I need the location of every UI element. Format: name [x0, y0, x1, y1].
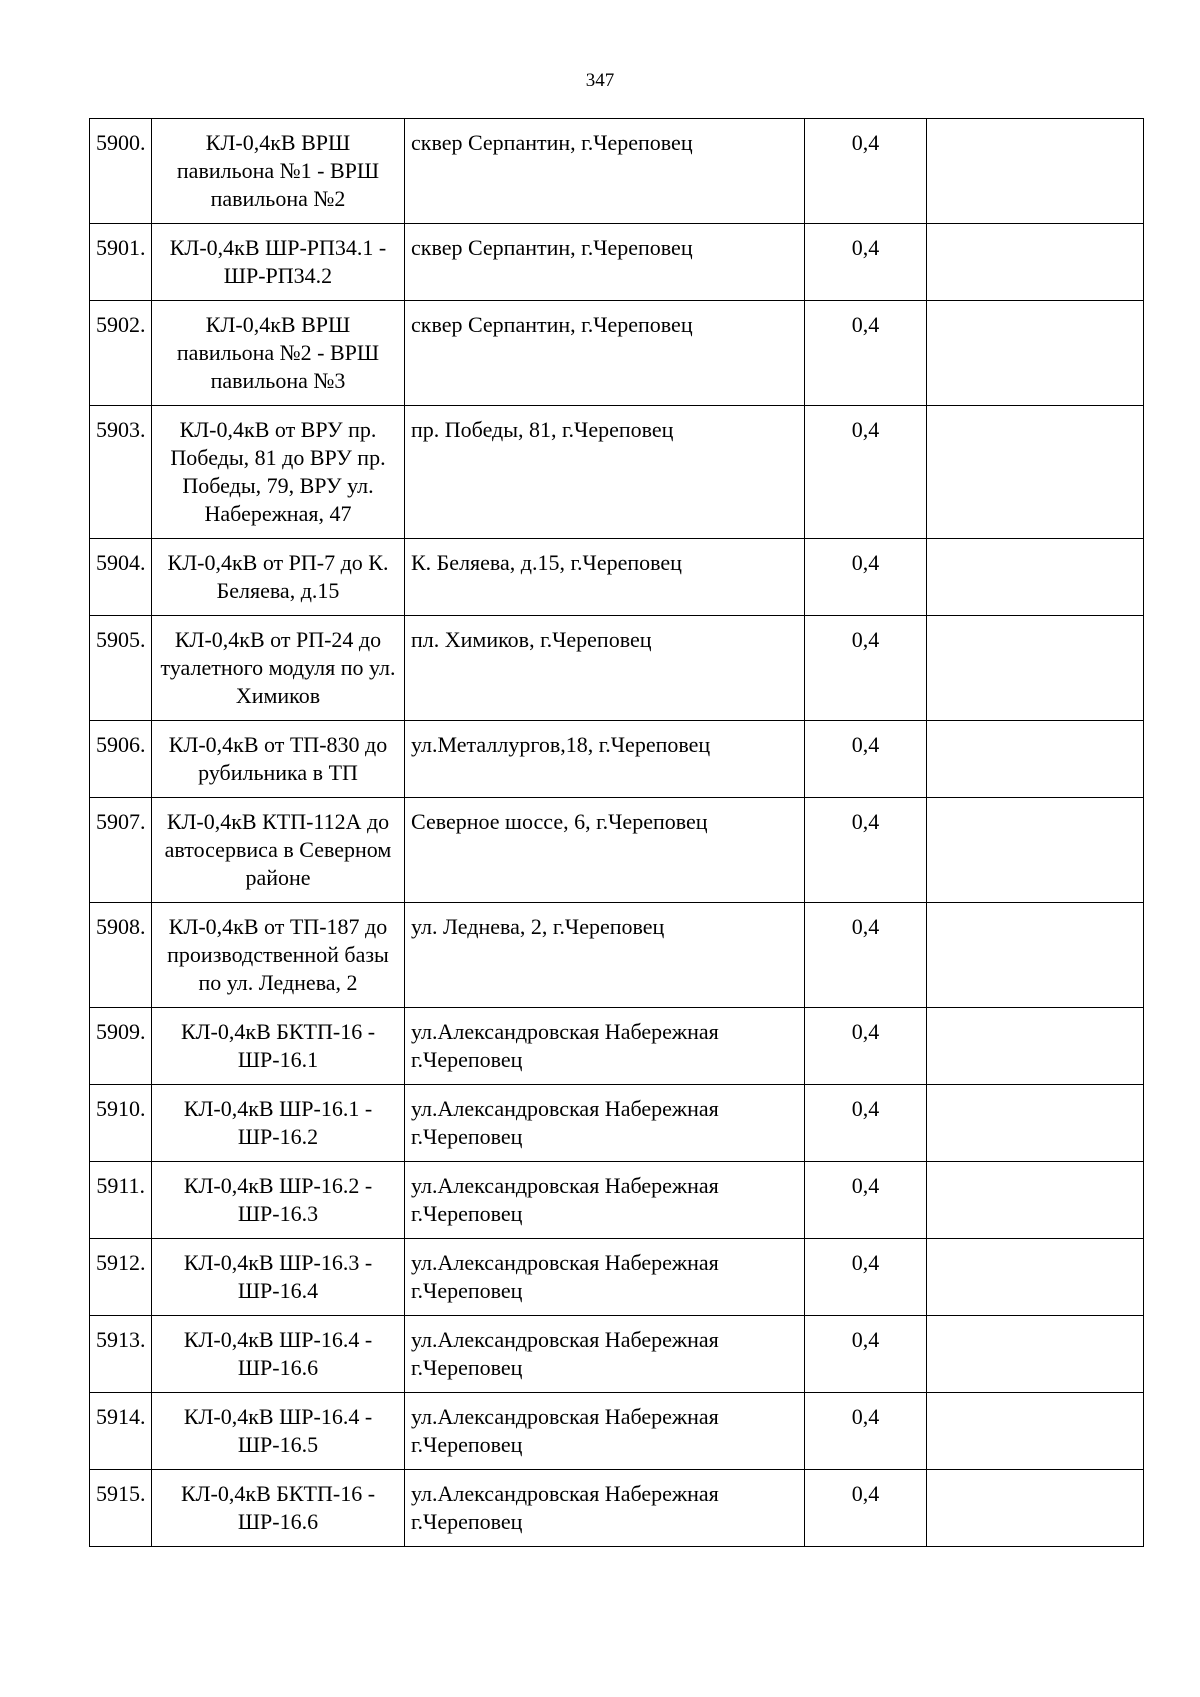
table-row [90, 119, 1144, 224]
line-voltage: 0,4 [805, 1393, 927, 1470]
table-row [90, 616, 1144, 721]
line-address: ул.Александровская Набережная г.Череповец [405, 1393, 805, 1470]
line-voltage: 0,4 [805, 1162, 927, 1239]
empty-cell [927, 406, 1144, 539]
line-name: КЛ-0,4кВ от ТП-187 до производственной базы по ул. Леднева, 2 [152, 903, 405, 1008]
empty-cell [927, 1162, 1144, 1239]
empty-cell [927, 1085, 1144, 1162]
empty-cell [927, 1393, 1144, 1470]
line-voltage: 0,4 [805, 1470, 927, 1547]
row-number: 5900. [90, 119, 152, 224]
row-number: 5911. [90, 1162, 152, 1239]
line-name: КЛ-0,4кВ от РП-24 до туалетного модуля по ул. Химиков [152, 616, 405, 721]
row-number: 5904. [90, 539, 152, 616]
row-number: 5903. [90, 406, 152, 539]
row-number: 5909. [90, 1008, 152, 1085]
empty-cell [927, 903, 1144, 1008]
empty-cell [927, 1316, 1144, 1393]
row-number: 5910. [90, 1085, 152, 1162]
row-number: 5906. [90, 721, 152, 798]
table-row [90, 1085, 1144, 1162]
line-name: КЛ-0,4кВ КТП-112А до автосервиса в Северном районе [152, 798, 405, 903]
line-voltage: 0,4 [805, 301, 927, 406]
empty-cell [927, 1239, 1144, 1316]
table-row [90, 224, 1144, 301]
line-name: КЛ-0,4кВ ВРШ павильона №2 - ВРШ павильона №3 [152, 301, 405, 406]
table-row [90, 539, 1144, 616]
table-row [90, 1239, 1144, 1316]
empty-cell [927, 616, 1144, 721]
line-voltage: 0,4 [805, 1008, 927, 1085]
line-name: КЛ-0,4кВ от РП-7 до К. Беляева, д.15 [152, 539, 405, 616]
line-voltage: 0,4 [805, 721, 927, 798]
table-row [90, 1008, 1144, 1085]
table-row [90, 406, 1144, 539]
line-address: ул.Александровская Набережная г.Череповец [405, 1162, 805, 1239]
empty-cell [927, 1470, 1144, 1547]
line-voltage: 0,4 [805, 903, 927, 1008]
empty-cell [927, 1008, 1144, 1085]
row-number: 5915. [90, 1470, 152, 1547]
line-address: ул.Александровская Набережная г.Череповец [405, 1085, 805, 1162]
row-number: 5914. [90, 1393, 152, 1470]
table-row [90, 1393, 1144, 1470]
table-row [90, 1316, 1144, 1393]
line-name: КЛ-0,4кВ ШР-16.2 - ШР-16.3 [152, 1162, 405, 1239]
line-voltage: 0,4 [805, 616, 927, 721]
line-name: КЛ-0,4кВ ШР-16.4 - ШР-16.5 [152, 1393, 405, 1470]
row-number: 5902. [90, 301, 152, 406]
row-number: 5913. [90, 1316, 152, 1393]
empty-cell [927, 721, 1144, 798]
line-address: сквер Серпантин, г.Череповец [405, 119, 805, 224]
table-body [90, 119, 1144, 1547]
empty-cell [927, 224, 1144, 301]
empty-cell [927, 119, 1144, 224]
line-address: ул.Александровская Набережная г.Череповец [405, 1239, 805, 1316]
empty-cell [927, 539, 1144, 616]
line-name: КЛ-0,4кВ ШР-16.4 - ШР-16.6 [152, 1316, 405, 1393]
line-name: КЛ-0,4кВ ВРШ павильона №1 - ВРШ павильона №2 [152, 119, 405, 224]
line-address: ул.Александровская Набережная г.Череповец [405, 1470, 805, 1547]
line-address: ул.Металлургов,18, г.Череповец [405, 721, 805, 798]
table-row [90, 903, 1144, 1008]
cable-lines-table [89, 118, 1144, 1547]
line-name: КЛ-0,4кВ ШР-16.1 - ШР-16.2 [152, 1085, 405, 1162]
line-voltage: 0,4 [805, 406, 927, 539]
line-voltage: 0,4 [805, 539, 927, 616]
line-voltage: 0,4 [805, 1085, 927, 1162]
row-number: 5912. [90, 1239, 152, 1316]
line-address: К. Беляева, д.15, г.Череповец [405, 539, 805, 616]
line-voltage: 0,4 [805, 1239, 927, 1316]
empty-cell [927, 301, 1144, 406]
line-voltage: 0,4 [805, 798, 927, 903]
line-address: ул. Леднева, 2, г.Череповец [405, 903, 805, 1008]
row-number: 5907. [90, 798, 152, 903]
line-voltage: 0,4 [805, 1316, 927, 1393]
line-name: КЛ-0,4кВ от ТП-830 до рубильника в ТП [152, 721, 405, 798]
line-address: ул.Александровская Набережная г.Череповец [405, 1316, 805, 1393]
row-number: 5905. [90, 616, 152, 721]
row-number: 5908. [90, 903, 152, 1008]
line-address: пр. Победы, 81, г.Череповец [405, 406, 805, 539]
line-address: Северное шоссе, 6, г.Череповец [405, 798, 805, 903]
line-name: КЛ-0,4кВ ШР-16.3 - ШР-16.4 [152, 1239, 405, 1316]
line-address: ул.Александровская Набережная г.Череповец [405, 1008, 805, 1085]
line-name: КЛ-0,4кВ БКТП-16 - ШР-16.6 [152, 1470, 405, 1547]
table-row [90, 1162, 1144, 1239]
empty-cell [927, 798, 1144, 903]
line-voltage: 0,4 [805, 119, 927, 224]
row-number: 5901. [90, 224, 152, 301]
line-address: сквер Серпантин, г.Череповец [405, 224, 805, 301]
line-address: сквер Серпантин, г.Череповец [405, 301, 805, 406]
table-row [90, 301, 1144, 406]
page-number: 347 [585, 70, 615, 91]
line-name: КЛ-0,4кВ от ВРУ пр. Победы, 81 до ВРУ пр. Победы, 79, ВРУ ул. Набережная, 47 [152, 406, 405, 539]
line-address: пл. Химиков, г.Череповец [405, 616, 805, 721]
line-voltage: 0,4 [805, 224, 927, 301]
table-row [90, 721, 1144, 798]
table-row [90, 1470, 1144, 1547]
line-name: КЛ-0,4кВ ШР-РП34.1 - ШР-РП34.2 [152, 224, 405, 301]
table-row [90, 798, 1144, 903]
line-name: КЛ-0,4кВ БКТП-16 - ШР-16.1 [152, 1008, 405, 1085]
